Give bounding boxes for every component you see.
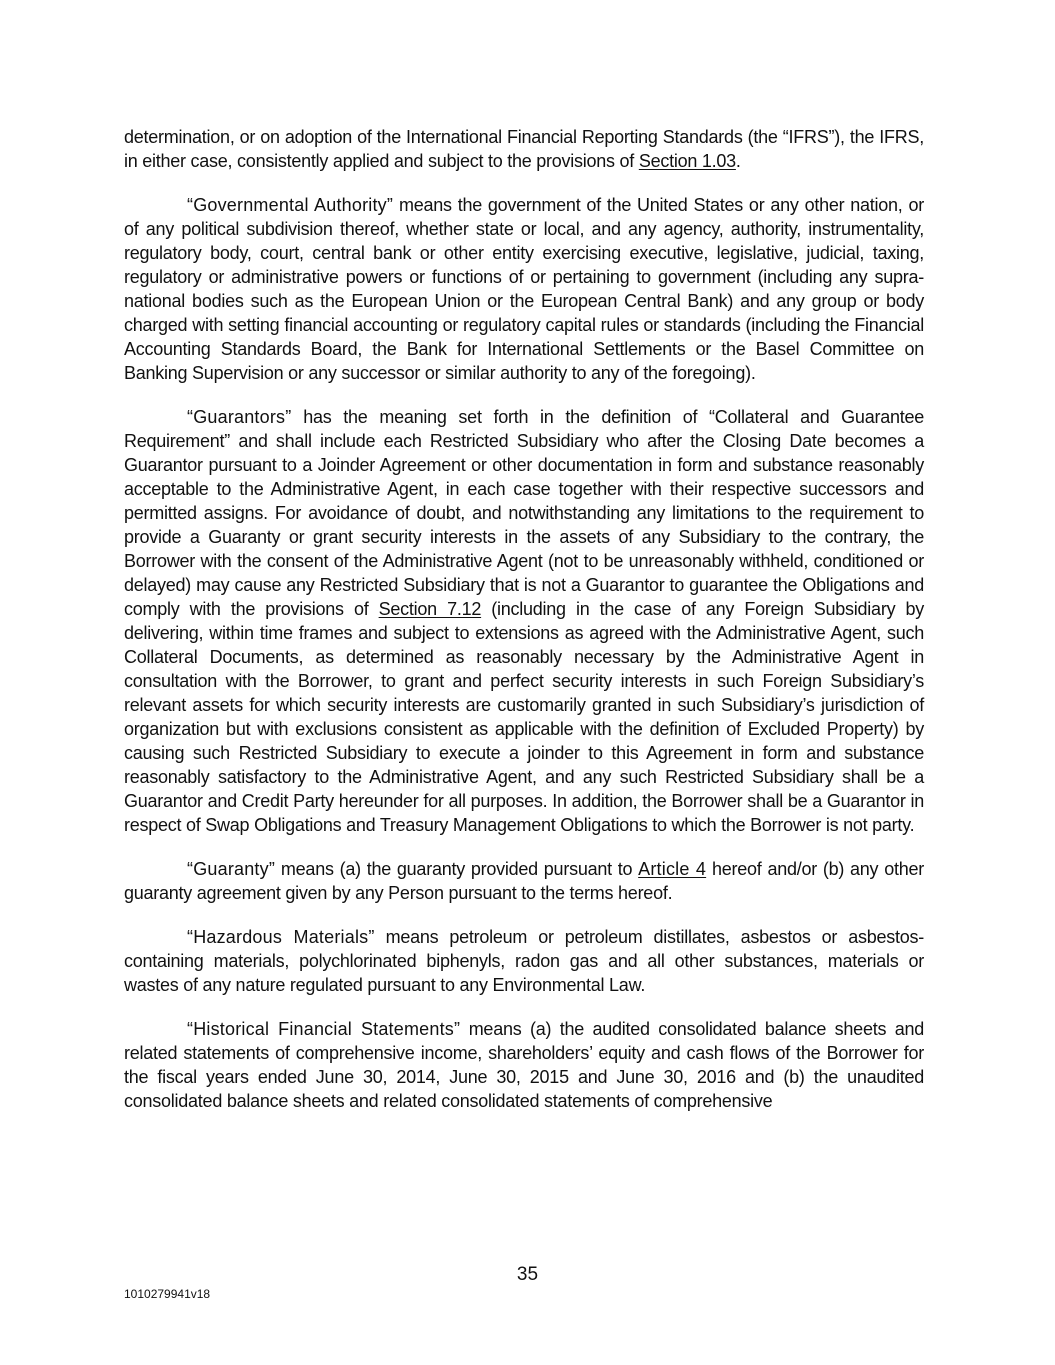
definition-text: means the government of the United States or any other nation, or of any political subdivision thereof, whether state or local, and any agency, authority, instrumentality, regulatory body, court, central bank or other entity exercising executive, legislative, judicial, taxing, regulatory or administrative powers or functions of or pertaining to government (including any supra-national bodies such as the European Union or the European Central Bank) and any group or body charged with setting financial accounting or regulatory capital rules or standards (including the Financial Accounting Standards Board, the Bank for International Settlements or the Basel Committee on Banking Supervision or any successor or similar authority to any of the foregoing). bbox=[124, 195, 924, 383]
definition-text-continued: (including in the case of any Foreign Subsidiary by delivering, within time frames and subject to extensions as agreed with the Administrative Agent, such Collateral Documents, as determined as reasonably necessary by the Administrative Agent in consultation with the Borrower, to grant and perfect security interests in such Foreign Subsidiary’s relevant assets for which security interests are customarily granted in such Subsidiary’s jurisdiction of organization but with exclusions consistent as applicable with the definition of Excluded Property) by causing such Restricted Subsidiary to execute a joinder to this Agreement in form and substance reasonably satisfactory to the Administrative Agent, and any such Restricted Subsidiary shall be a Guarantor and Credit Party hereunder for all purposes. In addition, the Borrower shall be a Guarantor in respect of Swap Obligations and Treasury Management Obligations to which the Borrower is not party. bbox=[124, 599, 924, 835]
definition-governmental-authority bbox=[124, 193, 924, 385]
definition-guarantors bbox=[124, 405, 924, 837]
section-reference: Section 7.12 bbox=[378, 599, 482, 619]
definition-hazardous-materials bbox=[124, 925, 924, 997]
definition-text: means (a) the audited consolidated balance sheets and related statements of comprehensive income, shareholders’ equity and cash flows of the Borrower for the fiscal years ended June 30, 2014, June 30, 2015 and June 30, 2016 and (b) the unaudited consolidated balance sheets and related consolidated statements of comprehensive bbox=[124, 1019, 924, 1111]
document-id: 1010279941v18 bbox=[124, 1287, 211, 1301]
defined-term: “Historical Financial Statements” bbox=[187, 1019, 461, 1039]
defined-term: “Guaranty” bbox=[187, 859, 276, 879]
defined-term: “Governmental Authority” bbox=[187, 195, 394, 215]
paragraph-ifrs-continuation: determination, or on adoption of the International Financial Reporting Standards (the “IFRS”), the IFRS, in either case, consistently applied and subject to the provisions of Section 1.03. bbox=[124, 127, 924, 171]
page-number: 35 bbox=[516, 1264, 539, 1285]
definition-text: has the meaning set forth in the definition of “Collateral and Guarantee Requirement” and shall include each Restricted Subsidiary who after the Closing Date becomes a Guarantor pursuant to a Joinder Agreement or other documentation in form and substance reasonably acceptable to the Administrative Agent, in each case together with their respective successors and permitted assigns. For avoidance of doubt, and notwithstanding any limitations to the requirement to provide a Guaranty or grant security interests in the assets of any Subsidiary to the contrary, the Borrower with the consent of the Administrative Agent (not to be unreasonably withheld, conditioned or delayed) may cause any Restricted Subsidiary that is not a Guarantor to guarantee the Obligations and comply with the provisions of bbox=[124, 407, 924, 619]
article-reference: Article 4 bbox=[638, 859, 707, 879]
definition-text: means petroleum or petroleum distillates, asbestos or asbestos-containing materials, polychlorinated biphenyls, radon gas and all other substances, materials or wastes of any nature regulated pursuant to any Environmental Law. bbox=[124, 927, 924, 995]
defined-term: “Hazardous Materials” bbox=[187, 927, 375, 947]
definition-guaranty bbox=[124, 857, 924, 905]
document-body bbox=[124, 125, 924, 1133]
section-reference: Section 1.03 bbox=[638, 151, 736, 171]
definition-text: means (a) the guaranty provided pursuant to bbox=[275, 859, 639, 879]
definition-historical-financial-statements bbox=[124, 1017, 924, 1113]
defined-term: “Guarantors” bbox=[187, 407, 292, 427]
definition-text-continued: hereof and/or (b) any other guaranty agreement given by any Person pursuant to the terms hereof. bbox=[124, 859, 924, 903]
